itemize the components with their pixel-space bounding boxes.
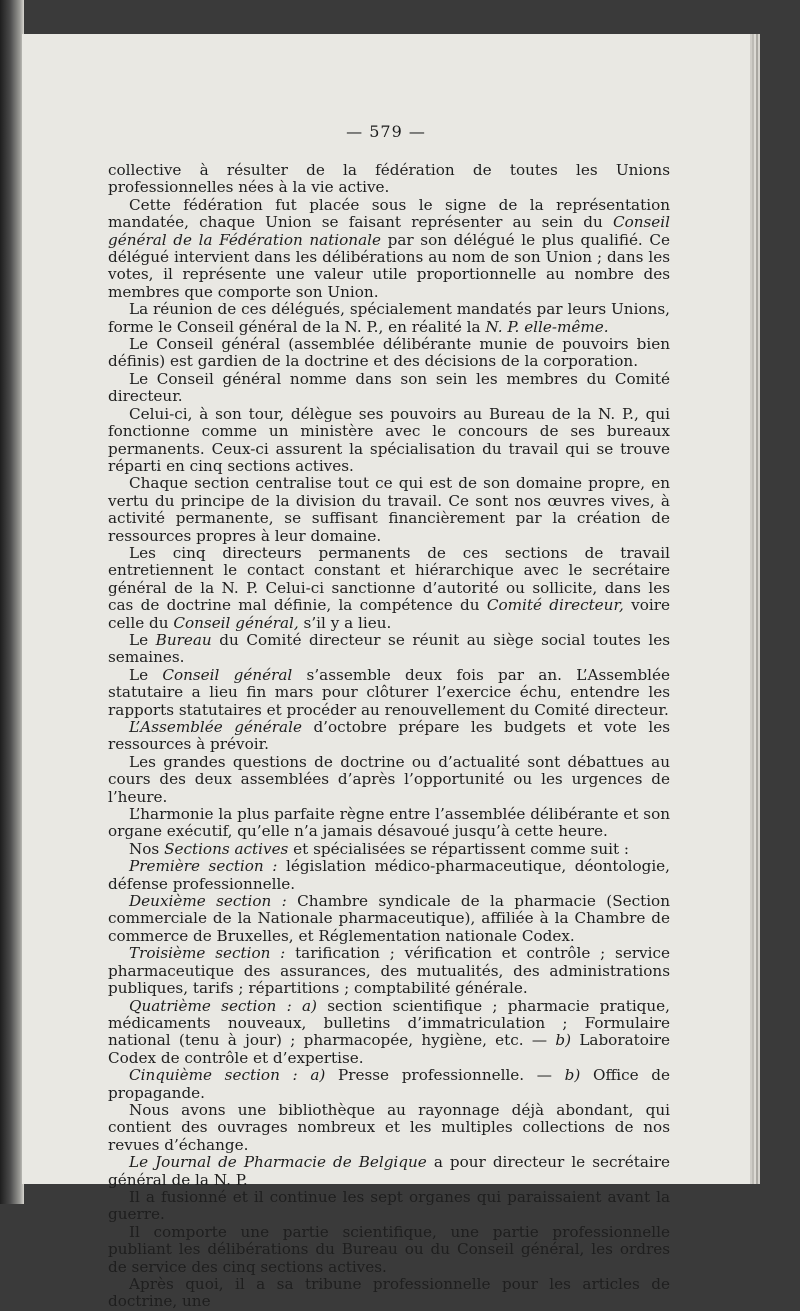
paragraph xyxy=(108,336,670,371)
paragraph xyxy=(108,754,670,806)
text-run: Chaque section centralise tout ce qui est de son domaine propre, en vertu du principe de la division du travail. Ce sont nos œuvres vives, à activité permanente, se suffisant financièrement par la création de ressources propres à leur domaine. xyxy=(108,474,670,545)
italic-text: Conseil général de la Fédération nationale xyxy=(108,213,670,249)
italic-text: Première section : xyxy=(129,857,278,876)
italic-text: b) xyxy=(555,1031,572,1050)
paragraph xyxy=(108,632,670,667)
text-run: Chambre syndicale de la pharmacie (Section commerciale de la Nationale pharmaceutique), affiliée à la Chambre de commerce de Bruxelles, et Réglementation nationale Codex. xyxy=(108,892,670,945)
text-run: Le Conseil général nomme dans son sein les membres du Comité directeur. xyxy=(108,369,670,406)
italic-text: Le Journal de Pharmacie de Belgique xyxy=(129,1153,427,1172)
italic-text: Conseil général xyxy=(162,665,293,684)
book-page xyxy=(22,34,750,1311)
paragraph xyxy=(108,1067,670,1102)
paragraph xyxy=(108,475,670,545)
paragraph xyxy=(108,1102,670,1154)
text-run: et spécialisées se répartissent comme suit : xyxy=(288,839,630,858)
text-run: voire celle du xyxy=(108,596,670,632)
text-run: tarification ; vérification et contrôle ; service pharmaceutique des assurances, des mutualités, des administrations publiques, tarifs ; répartitions ; comptabilité générale. xyxy=(108,944,670,998)
paragraph xyxy=(108,371,670,406)
text-run: Nous avons une bibliothèque au rayonnage déjà abondant, qui contient des ouvrages nombreux et les multiples collections de nos revues d’échange. xyxy=(108,1100,670,1154)
text-run: Après quoi, il a sa tribune professionnelle pour les articles de doctrine, une xyxy=(108,1275,670,1311)
paragraph xyxy=(108,197,670,301)
italic-text: Deuxième section : xyxy=(129,892,287,911)
text-run: Le Conseil général (assemblée délibérante munie de pouvoirs bien définis) est gardien de la doctrine et des décisions de la corporation. xyxy=(108,335,670,371)
text-run: Cette fédération fut placée sous le signe de la représentation mandatée, chaque Union se faisant représenter au sein du xyxy=(108,195,670,232)
italic-text: Troisième section : xyxy=(129,944,286,963)
paragraph xyxy=(108,858,670,893)
paragraph xyxy=(108,162,670,197)
paragraph xyxy=(108,841,670,858)
text-run: s’il y a lieu. xyxy=(298,613,392,632)
text-run: législation médico-pharmaceutique, déontologie, défense professionnelle. xyxy=(108,857,670,893)
text-run: Celui-ci, à son tour, délègue ses pouvoirs au Bureau de la N. P., qui fonctionne comme un ministère avec le concours de ses bureaux permanents. Ceux-ci assurent la spécialisation du travail qui se trouve réparti en cinq sections actives. xyxy=(108,404,670,475)
paragraph xyxy=(108,1189,670,1224)
paragraph xyxy=(108,545,670,632)
italic-text: Comité directeur, xyxy=(486,596,624,615)
text-run: Les grandes questions de doctrine ou d’actualité sont débattues au cours des deux assemblées d’après l’opportunité ou les urgences de l’heure. xyxy=(108,752,670,806)
text-run: Presse professionnelle. — xyxy=(325,1066,565,1085)
text-run: Office de propagande. xyxy=(108,1066,670,1102)
text-run: Les cinq directeurs permanents de ces sections de travail entretiennent le contact constant et hiérarchique avec le secrétaire général de la N. P. Celui-ci sanctionne d’autorité ou sollicite, dans les cas de doctrine mal définie, la compétence du xyxy=(108,543,670,615)
paragraph xyxy=(108,893,670,945)
paragraph xyxy=(108,998,670,1068)
page-edges xyxy=(750,40,760,1180)
text-run: Il a fusionné et il continue les sept organes qui paraissaient avant la guerre. xyxy=(108,1187,670,1224)
text-run: Il comporte une partie scientifique, une partie professionnelle publiant les délibérations du Bureau ou du Conseil général, les ordres de service des cinq sections actives. xyxy=(108,1222,670,1276)
text-run: collective à résulter de la fédération de toutes les Unions professionnelles nées à la vie active. xyxy=(108,161,670,197)
text-run: du Comité directeur se réunit au siège social toutes les semaines. xyxy=(108,630,670,667)
italic-text: N. P. elle-même. xyxy=(485,317,609,336)
italic-text: L’Assemblée générale xyxy=(129,718,302,736)
paragraph xyxy=(108,406,670,476)
paragraph xyxy=(108,1276,670,1311)
paragraph xyxy=(108,1224,670,1276)
text-run: Nos xyxy=(129,839,165,858)
paragraph xyxy=(108,1154,670,1189)
text-run: s’assemble deux fois par an. L’Assemblée statutaire a lieu fin mars pour clôturer l’exercice échu, entendre les rapports statutaires et procéder au renouvellement du Comité directeur. xyxy=(108,665,670,719)
text-run: a pour directeur le secrétaire général de la N. P. xyxy=(108,1153,670,1189)
italic-text: Bureau xyxy=(155,630,212,649)
page-number: — 579 — xyxy=(346,122,426,141)
italic-text: b) xyxy=(564,1066,581,1085)
book-gutter xyxy=(0,0,24,1204)
italic-text: Cinquième section : a) xyxy=(129,1066,326,1085)
text-run: d’octobre prépare les budgets et vote les ressources à prévoir. xyxy=(108,718,670,754)
paragraph xyxy=(108,667,670,719)
paragraph xyxy=(108,945,670,997)
paragraph xyxy=(108,806,670,841)
italic-text: Quatrième section : a) xyxy=(129,996,317,1015)
text-run: Laboratoire Codex de contrôle et d’expertise. xyxy=(108,1031,670,1067)
paragraph xyxy=(108,719,670,754)
text-run: L’harmonie la plus parfaite règne entre l’assemblée délibérante et son organe exécutif, qu’elle n’a jamais désavoué jusqu’à cette heure. xyxy=(108,805,670,841)
text-run: Le xyxy=(129,630,156,649)
text-run: La réunion de ces délégués, spécialement mandatés par leurs Unions, forme le Conseil général de la N. P., en réalité la xyxy=(108,300,670,336)
paragraph xyxy=(108,301,670,336)
text-run: section scientifique ; pharmacie pratique, médicaments nouveaux, bulletins d’immatriculation ; Formulaire national (tenu à jour) ; pharmacopée, hygiène, etc. — xyxy=(108,996,670,1050)
italic-text: Sections actives xyxy=(164,839,289,858)
text-run: par son délégué le plus qualifié. Ce délégué intervient dans les délibérations au nom de son Union ; dans les votes, il représente une valeur utile proportionnelle au nombre des membres que comporte son Union. xyxy=(108,230,670,301)
body-text xyxy=(108,162,670,1311)
text-run: Le xyxy=(129,665,163,684)
italic-text: Conseil général, xyxy=(173,613,299,632)
